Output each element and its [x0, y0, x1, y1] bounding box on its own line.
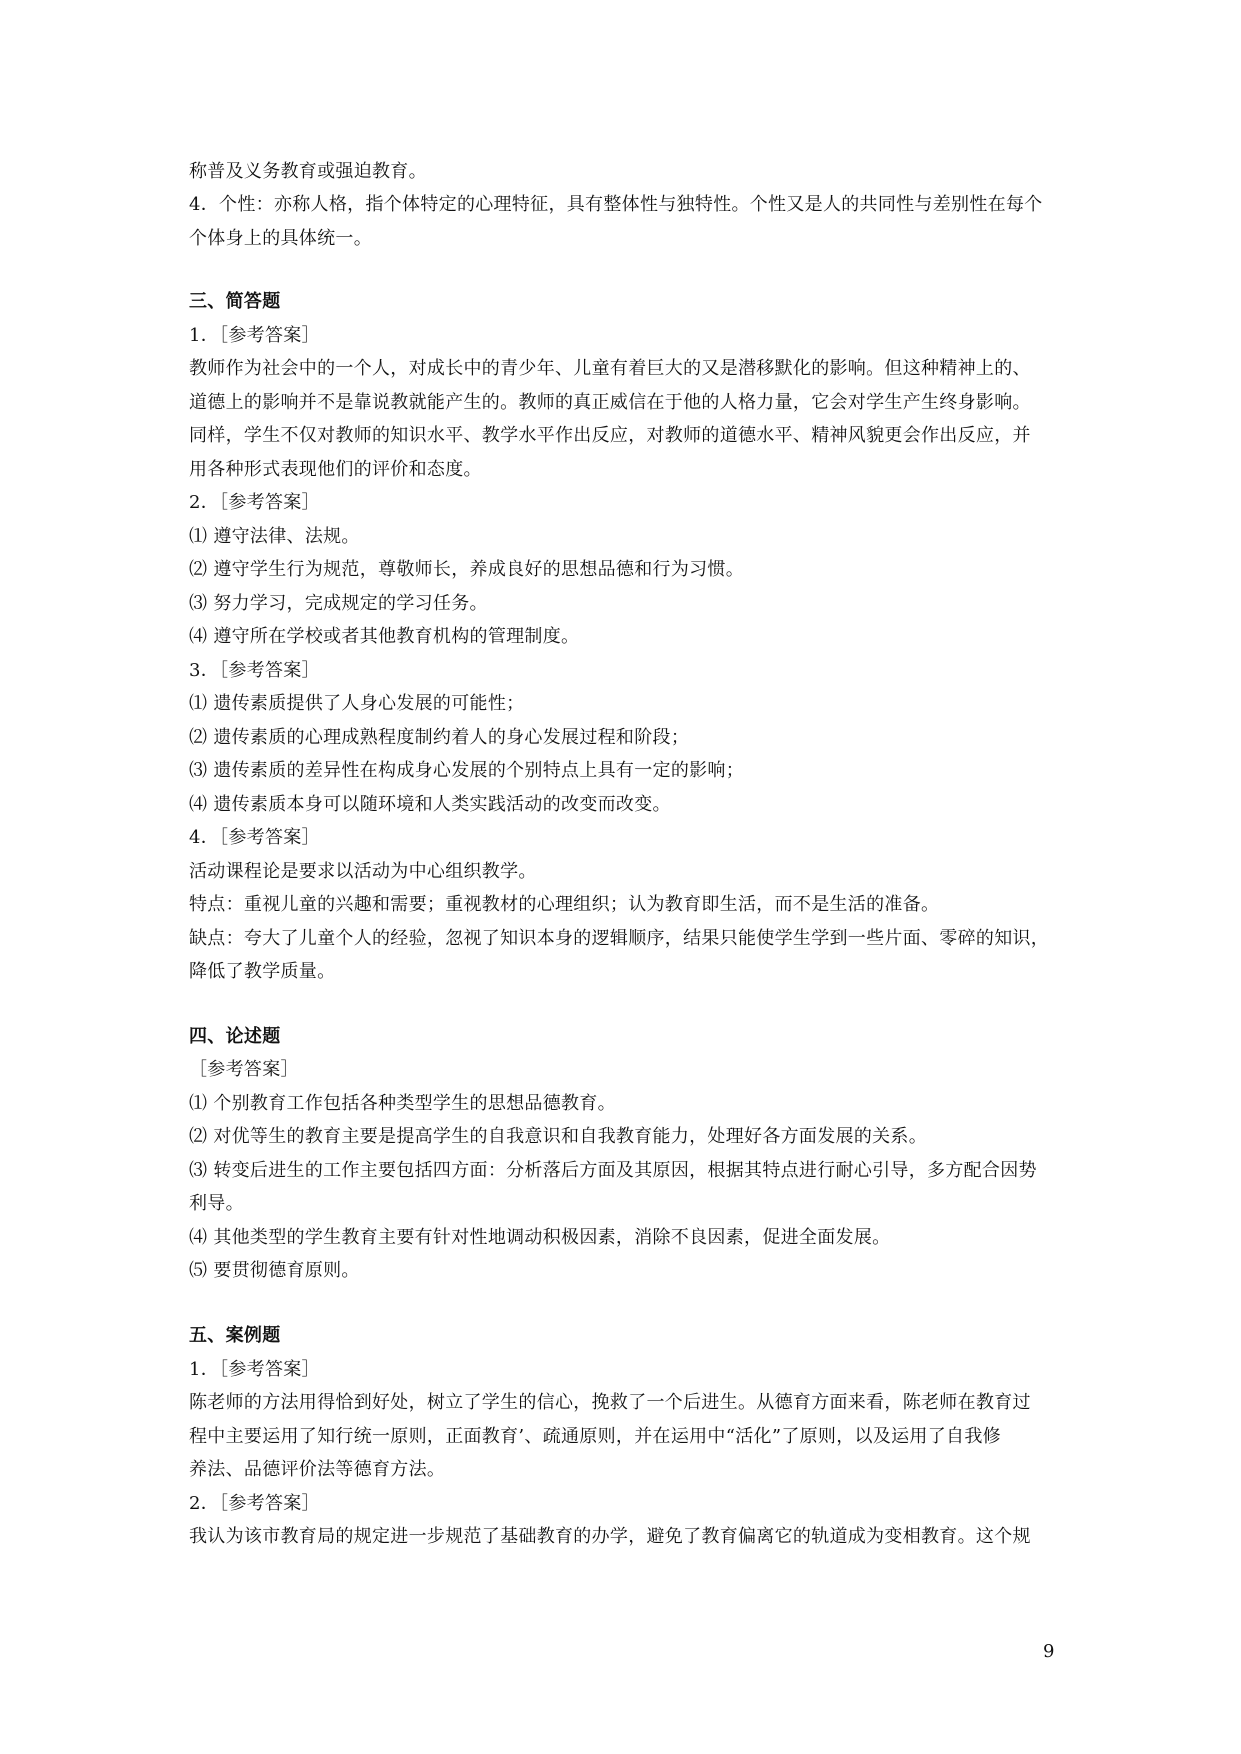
- paragraph-line: 教师作为社会中的一个人，对成长中的青少年、儿童有着巨大的又是潜移默化的影响。但这种精神上的、: [189, 358, 1031, 379]
- list-item: ⑷ 遵守所在学校或者其他教育机构的管理制度。: [189, 626, 580, 647]
- list-item: ⑴ 个别教育工作包括各种类型学生的思想品德教育。: [189, 1093, 616, 1114]
- answer-label: 1．［参考答案］: [189, 325, 320, 346]
- paragraph-line: 程中主要运用了知行统一原则，正面教育’、疏通原则，并在运用中“活化”了原则，以及运用了自我修: [189, 1426, 1001, 1447]
- list-item: ⑷ 遗传素质本身可以随环境和人类实践活动的改变而改变。: [189, 794, 671, 815]
- intro-line: 4．个性：亦称人格，指个体特定的心理特征，具有整体性与独特性。个性又是人的共同性与差别性在每个: [189, 194, 1043, 215]
- answer-label: 2．［参考答案］: [189, 492, 320, 513]
- paragraph-line: 缺点：夸大了儿童个人的经验，忽视了知识本身的逻辑顺序，结果只能使学生学到一些片面、零碎的知识，: [189, 928, 1050, 949]
- paragraph-line: 活动课程论是要求以活动为中心组织教学。: [189, 861, 537, 882]
- section-heading-essay: 四、论述题: [189, 1026, 281, 1047]
- section-heading-case-study: 五、案例题: [189, 1325, 281, 1346]
- answer-label: 3．［参考答案］: [189, 660, 320, 681]
- answer-label: 1．［参考答案］: [189, 1359, 320, 1380]
- list-item: ⑸ 要贯彻德育原则。: [189, 1260, 360, 1281]
- paragraph-line: 陈老师的方法用得恰到好处，树立了学生的信心，挽救了一个后进生。从德育方面来看，陈老师在教育过: [189, 1392, 1031, 1413]
- intro-line: 个体身上的具体统一。: [189, 228, 372, 249]
- list-item: ⑶ 遗传素质的差异性在构成身心发展的个别特点上具有一定的影响；: [189, 760, 745, 781]
- list-item: ⑶ 转变后进生的工作主要包括四方面：分析落后方面及其原因，根据其特点进行耐心引导，多方配合因势: [189, 1160, 1037, 1181]
- page-number: 9: [1043, 1641, 1055, 1662]
- paragraph-line: 特点：重视儿童的兴趣和需要；重视教材的心理组织；认为教育即生活，而不是生活的准备。: [189, 894, 940, 915]
- list-item: ⑵ 遗传素质的心理成熟程度制约着人的身心发展过程和阶段；: [189, 727, 690, 748]
- intro-line: 称普及义务教育或强迫教育。: [189, 161, 427, 182]
- list-item: ⑴ 遗传素质提供了人身心发展的可能性；: [189, 693, 525, 714]
- paragraph-line: 降低了教学质量。: [189, 961, 336, 982]
- answer-label: 2．［参考答案］: [189, 1493, 320, 1514]
- paragraph-line: 养法、品德评价法等德育方法。: [189, 1459, 446, 1480]
- answer-label: 4．［参考答案］: [189, 827, 320, 848]
- paragraph-line: 道德上的影响并不是靠说教就能产生的。教师的真正威信在于他的人格力量，它会对学生产生终身影响。: [189, 392, 1031, 413]
- list-item: ⑵ 对优等生的教育主要是提高学生的自我意识和自我教育能力，处理好各方面发展的关系。: [189, 1126, 928, 1147]
- section-heading-short-answer: 三、简答题: [189, 291, 281, 312]
- list-item: 利导。: [189, 1193, 244, 1214]
- paragraph-line: 用各种形式表现他们的评价和态度。: [189, 459, 482, 480]
- list-item: ⑵ 遵守学生行为规范，尊敬师长，养成良好的思想品德和行为习惯。: [189, 559, 745, 580]
- list-item: ⑷ 其他类型的学生教育主要有针对性地调动积极因素，消除不良因素，促进全面发展。: [189, 1227, 891, 1248]
- paragraph-line: 我认为该市教育局的规定进一步规范了基础教育的办学，避免了教育偏离它的轨道成为变相教育。这个规: [189, 1526, 1031, 1547]
- answer-label: ［参考答案］: [189, 1059, 299, 1080]
- list-item: ⑶ 努力学习，完成规定的学习任务。: [189, 593, 488, 614]
- list-item: ⑴ 遵守法律、法规。: [189, 526, 360, 547]
- paragraph-line: 同样，学生不仅对教师的知识水平、教学水平作出反应，对教师的道德水平、精神风貌更会作出反应，并: [189, 425, 1031, 446]
